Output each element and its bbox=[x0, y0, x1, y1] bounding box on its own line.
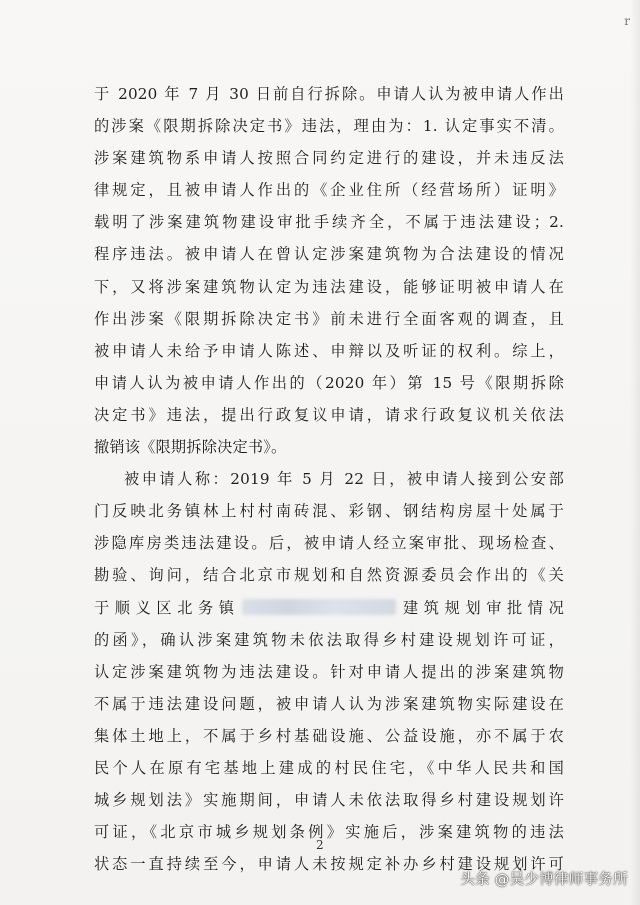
text-line: 下，又将涉案建筑物认定为违法建设，能够证明被申请人在 bbox=[94, 277, 564, 296]
text-line: 被申请人称：2019 年 5 月 22 日，被申请人接到公安部 bbox=[124, 470, 564, 489]
text-line: 涉隐库房类违法建设。后，被申请人经立案审批、现场检查、 bbox=[94, 534, 564, 553]
text-line: 民个人在原有宅基地上建成的村民住宅，《中华人民共和国 bbox=[94, 758, 564, 777]
text-line: 门反映北务镇林上村村南砖混、彩钢、钢结构房屋十处属于 bbox=[94, 502, 564, 521]
text-line-segment: 于顺义区北务镇 bbox=[94, 598, 240, 617]
page-edge-shadow bbox=[630, 0, 640, 905]
text-line: 状态一直持续至今，申请人未按规定补办乡村建设规划许可 bbox=[94, 855, 564, 874]
text-line: 于 2020 年 7 月 30 日前自行拆除。申请人认为被申请人作出 bbox=[94, 85, 564, 103]
text-line: 律规定，且被申请人作出的《企业住所（经营场所）证明》 bbox=[94, 181, 564, 200]
text-line: 作出涉案《限期拆除决定书》前未进行全面客观的调查，且 bbox=[94, 309, 564, 328]
text-line: 载明了涉案建筑物建设审批手续齐全，不属于违法建设；2. bbox=[94, 213, 564, 232]
text-line: 城乡规划法》实施期间，申请人未依法取得乡村建设规划许 bbox=[94, 791, 564, 810]
text-line: 涉案建筑物系申请人按照合同约定进行的建设，并未违反法 bbox=[94, 149, 564, 168]
page-number: 2 bbox=[316, 838, 324, 852]
text-line: 撤销该《限期拆除决定书》。 bbox=[94, 438, 287, 457]
text-line: 可证，《北京市城乡规划条例》实施后，涉案建筑物的违法 bbox=[94, 823, 564, 842]
text-line: 申请人认为被申请人作出的（2020 年）第 15 号《限期拆除 bbox=[94, 373, 564, 392]
text-line: 的涉案《限期拆除决定书》违法，理由为：1. 认定事实不清。 bbox=[94, 117, 564, 136]
text-line: 不属于违法建设问题，被申请人认为涉案建筑物实际建设在 bbox=[94, 694, 564, 713]
watermark: 头条 @吴少博律师事务所 bbox=[460, 872, 628, 888]
text-line: 程序违法。被申请人在曾认定涉案建筑物为合法建设的情况 bbox=[94, 245, 564, 264]
document-body bbox=[94, 78, 564, 880]
text-line: 决定书》违法，提出行政复议申请，请求行政复议机关依法 bbox=[94, 405, 564, 424]
text-line: 集体土地上，不属于乡村基础设施、公益设施，亦不属于农 bbox=[94, 726, 564, 745]
redaction-blur bbox=[242, 599, 396, 615]
text-line bbox=[94, 592, 564, 624]
text-line-segment: 建筑规划审批情况 bbox=[397, 598, 564, 617]
text-line: 认定涉案建筑物为违法建设。针对申请人提出的涉案建筑物 bbox=[94, 662, 564, 681]
text-line: 被申请人未给予申请人陈述、申辩以及听证的权利。综上， bbox=[94, 341, 564, 360]
text-line: 的函》，确认涉案建筑物未依法取得乡村建设规划许可证， bbox=[94, 630, 564, 649]
text-line: 勘验、询问，结合北京市规划和自然资源委员会作出的《关 bbox=[94, 566, 564, 585]
corner-mark: r bbox=[624, 14, 630, 28]
